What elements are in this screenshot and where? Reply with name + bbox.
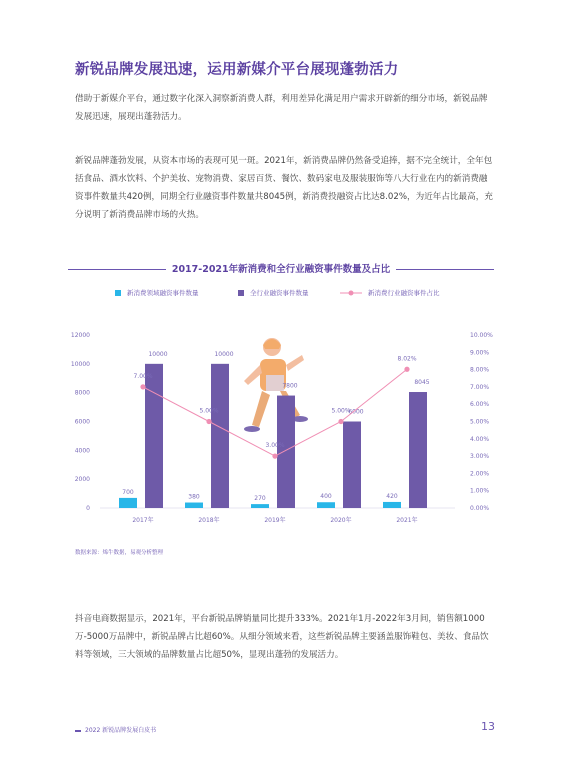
data-label-new-consumer: 270 xyxy=(254,495,266,503)
data-label-ratio: 8.02% xyxy=(397,355,417,363)
data-label-all-industry: 10000 xyxy=(148,350,168,358)
ratio-point xyxy=(272,454,277,459)
y-left-tick-label: 12000 xyxy=(70,332,90,339)
y-left-tick-label: 0 xyxy=(86,505,90,512)
data-label-ratio: 7.00% xyxy=(133,372,153,380)
y-right-tick-label: 10.00% xyxy=(470,332,493,339)
y-left-tick-label: 8000 xyxy=(74,389,90,397)
y-right-tick-label: 2.00% xyxy=(470,470,490,478)
x-tick-label: 2020年 xyxy=(330,517,352,524)
footer-label: 2022 新锐品牌发展白皮书 xyxy=(85,727,157,734)
legend-label: 全行业融资事件数量 xyxy=(250,289,309,297)
y-left-tick-label: 6000 xyxy=(74,418,90,426)
bar-new-consumer xyxy=(251,504,269,508)
legend-label: 新消费行业融资事件占比 xyxy=(368,289,440,297)
chart-title: 2017-2021年新消费和全行业融资事件数量及占比 xyxy=(171,264,391,275)
ratio-point xyxy=(404,367,409,372)
page-number: 13 xyxy=(481,720,495,733)
y-right-tick-label: 5.00% xyxy=(470,418,490,426)
chart-source: 数据来源：烯牛数据，易观分析整理 xyxy=(75,550,164,556)
intro-paragraph: 借助于新媒介平台，通过数字化深入洞察新消费人群，利用差异化满足用户需求开辟新的细分市场，新锐品牌发展迅速，展现出蓬勃活力。 xyxy=(75,94,488,122)
data-label-all-industry: 7800 xyxy=(282,382,298,390)
bar-all-industry xyxy=(343,422,361,509)
douyin-paragraph: 抖音电商数据显示，2021年，平台新锐品牌销量同比提升333%。2021年1月-2022年3月间，销售额1000万-5000万品牌中，新锐品牌占比超60%。从细分领域来看，这些新锐品牌主要涵盖服饰鞋包、美妆、食品饮料等领域，三大领域的品牌数量占比超50%，显现出蓬勃的发展活力。 xyxy=(75,614,489,660)
data-label-all-industry: 8045 xyxy=(414,379,430,387)
data-label-ratio: 5.00% xyxy=(331,407,351,415)
ratio-point xyxy=(140,384,145,389)
data-label-new-consumer: 400 xyxy=(320,493,332,501)
y-right-tick-label: 3.00% xyxy=(470,453,490,461)
y-right-tick-label: 0.00% xyxy=(470,505,490,512)
data-label-all-industry: 6000 xyxy=(348,408,364,416)
x-tick-label: 2018年 xyxy=(198,517,220,524)
bar-all-industry xyxy=(211,364,229,508)
x-tick-label: 2017年 xyxy=(132,517,154,524)
bar-new-consumer xyxy=(383,502,401,508)
bar-all-industry xyxy=(409,392,427,508)
y-left-tick-label: 2000 xyxy=(74,476,90,484)
section-heading: 新锐品牌发展迅速，运用新媒介平台展现蓬勃活力 xyxy=(75,62,399,78)
y-right-tick-label: 8.00% xyxy=(470,366,490,374)
bar-new-consumer xyxy=(119,498,137,508)
data-label-all-industry: 10000 xyxy=(214,350,234,358)
data-label-new-consumer: 420 xyxy=(386,492,398,500)
legend-label: 新消费领域融资事件数量 xyxy=(127,289,199,297)
y-left-tick-label: 10000 xyxy=(70,360,90,368)
bar-all-industry xyxy=(277,396,295,508)
y-right-tick-label: 6.00% xyxy=(470,401,490,409)
y-right-tick-label: 9.00% xyxy=(470,349,490,357)
footer-mark xyxy=(75,730,81,732)
bar-new-consumer xyxy=(185,503,203,508)
data-label-new-consumer: 380 xyxy=(188,493,200,501)
data-label-new-consumer: 700 xyxy=(122,488,134,496)
ratio-point xyxy=(338,419,343,424)
y-right-tick-label: 1.00% xyxy=(470,487,490,495)
data-label-ratio: 5.00% xyxy=(199,407,219,415)
y-right-tick-label: 4.00% xyxy=(470,435,490,443)
bar-new-consumer xyxy=(317,502,335,508)
funding-paragraph: 新锐品牌蓬勃发展，从资本市场的表现可见一斑。2021年，新消费品牌仍然备受追捧，据不完全统计，全年包括食品、酒水饮料、个护美妆、宠物消费、家居百货、餐饮、数码家电及服装服饰等八大行业在内的新消费融资事件数量共420例，同期全行业融资事件数量共8045例，新消费投融资占比达8.02%，为近年占比最高，充分说明了新消费品牌市场的火热。 xyxy=(75,156,493,220)
y-left-tick-label: 4000 xyxy=(74,447,90,455)
y-right-tick-label: 7.00% xyxy=(470,383,490,391)
x-tick-label: 2021年 xyxy=(396,517,418,524)
footer-title xyxy=(75,725,156,734)
data-label-ratio: 3.00% xyxy=(265,442,285,450)
bar-all-industry xyxy=(145,364,163,508)
x-tick-label: 2019年 xyxy=(264,517,286,524)
ratio-point xyxy=(206,419,211,424)
